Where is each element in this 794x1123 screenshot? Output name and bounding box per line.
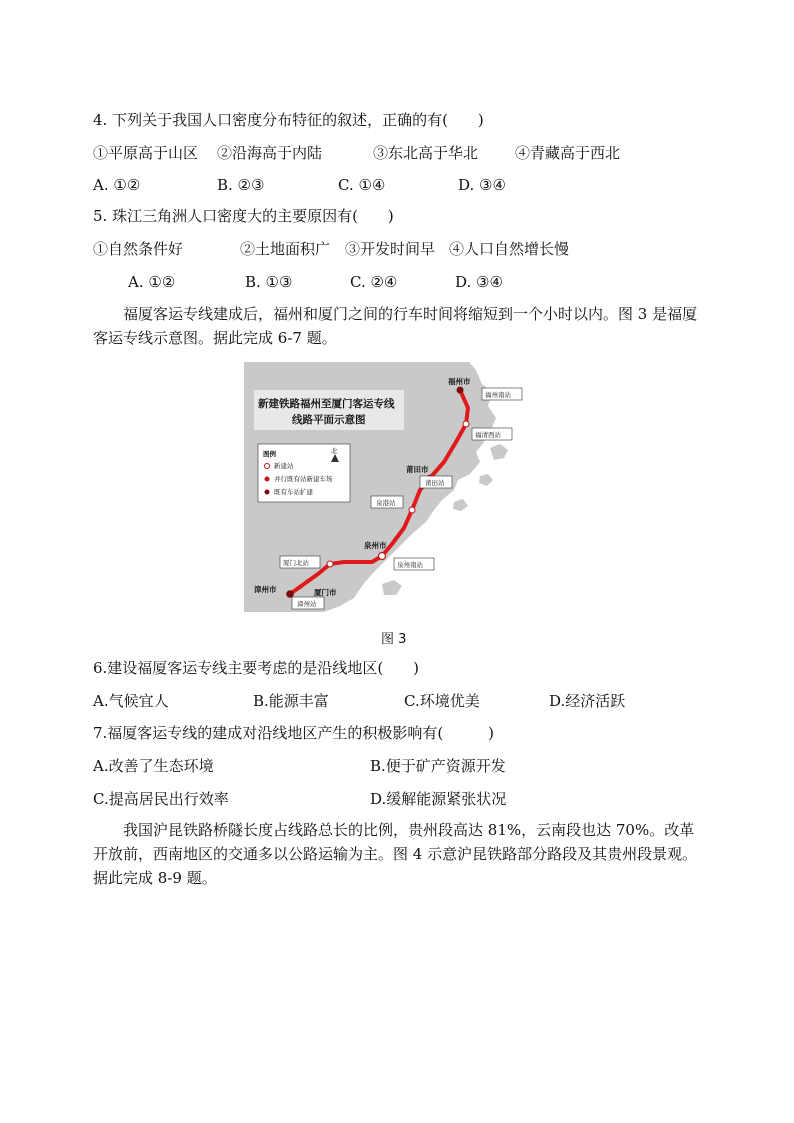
parallel-station-symbol (265, 477, 270, 482)
passage-hukun: 我国沪昆铁路桥隧长度占线路总长的比例，贵州段高达 81%，云南段也达 70%。改革开放前，西南地区的交通多以公路运输为主。图 4 示意沪昆铁路部分路段及其贵州段景观。据此完成 8-9 题。 (93, 821, 698, 887)
station-quangang: 泉港站 (376, 499, 396, 507)
fuqing-station-dot (463, 421, 469, 427)
q4-option-d: D. ③④ (458, 176, 506, 194)
north-label: 北 (331, 447, 338, 455)
legend-title: 图例 (263, 450, 276, 458)
quangang-station-dot (409, 507, 415, 513)
question-7-stem: 7.福厦客运专线的建成对沿线地区产生的积极影响有( ) (93, 724, 495, 742)
fuxia-railway-map (244, 362, 531, 612)
q4-option-a: A. ①② (93, 176, 141, 194)
question-4-stem: 4. 下列关于我国人口密度分布特征的叙述，正确的有( ) (93, 111, 484, 129)
legend-item-2: 并行既有站新建车场 (274, 475, 333, 483)
city-xiamen: 厦门市 (314, 588, 337, 597)
station-quanzhou-south: 泉州南站 (397, 561, 423, 569)
station-fuqing-west: 福清西站 (475, 431, 501, 439)
station-xiamen-north: 厦门北站 (283, 559, 309, 567)
q7-option-a: A.改善了生态环境 (93, 757, 214, 775)
city-quanzhou: 泉州市 (364, 541, 387, 550)
city-putian: 莆田市 (406, 465, 429, 474)
q7-option-b: B.便于矿产资源开发 (370, 757, 506, 775)
station-zhangzhou: 漳州站 (297, 600, 317, 608)
q5-statement-1: ①自然条件好 (93, 240, 184, 258)
q4-option-b: B. ②③ (217, 176, 265, 194)
q4-statement-3: ③东北高于华北 (373, 144, 479, 162)
q5-option-a: A. ①② (128, 273, 176, 291)
q4-statement-1: ①平原高于山区 (93, 144, 199, 162)
q5-statement-4: ④人口自然增长慢 (449, 240, 570, 258)
legend-item-3: 既有车站扩建 (274, 488, 313, 496)
q7-option-d: D.缓解能源紧张状况 (370, 790, 507, 808)
zhangzhou-station-dot (286, 590, 294, 598)
station-putian: 莆田站 (425, 479, 445, 487)
fuzhou-station-dot (457, 387, 464, 394)
city-fuzhou: 福州市 (448, 377, 471, 386)
question-5-stem: 5. 珠江三角洲人口密度大的主要原因有( ) (93, 207, 394, 225)
q5-option-d: D. ③④ (455, 273, 503, 291)
map-title-line-1: 新建铁路福州至厦门客运专线 (258, 398, 395, 410)
legend-item-1: 新建站 (274, 462, 294, 470)
quanzhou-south-station-dot (379, 553, 386, 560)
q6-option-c: C.环境优美 (404, 692, 480, 710)
q6-option-d: D.经济活跃 (549, 692, 626, 710)
figure-3-caption: 图 3 (381, 632, 407, 647)
q5-statement-3: ③开发时间早 (345, 240, 436, 258)
new-station-symbol (265, 464, 270, 469)
expanded-station-symbol (265, 490, 270, 495)
passage-fuxia: 福厦客运专线建成后，福州和厦门之间的行车时间将缩短到一个小时以内。图 3 是福厦客运专线示意图。据此完成 6-7 题。 (93, 305, 698, 347)
station-fuzhou-south: 福州南站 (485, 391, 511, 399)
q5-statement-2: ②土地面积广 (240, 240, 331, 258)
city-zhangzhou: 漳州市 (254, 585, 277, 594)
q6-option-b: B.能源丰富 (253, 692, 329, 710)
q4-statement-4: ④青藏高于西北 (515, 144, 621, 162)
q7-option-c: C.提高居民出行效率 (93, 790, 229, 808)
q4-statement-2: ②沿海高于内陆 (217, 144, 323, 162)
q4-option-c: C. ①④ (338, 176, 386, 194)
xiamen-north-station-dot (327, 561, 333, 567)
q6-option-a: A.气候宜人 (93, 692, 169, 710)
q5-option-c: C. ②④ (350, 273, 398, 291)
map-title-line-2: 线路平面示意图 (292, 414, 366, 426)
q5-option-b: B. ①③ (245, 273, 293, 291)
question-6-stem: 6.建设福厦客运专线主要考虑的是沿线地区( ) (93, 659, 420, 677)
